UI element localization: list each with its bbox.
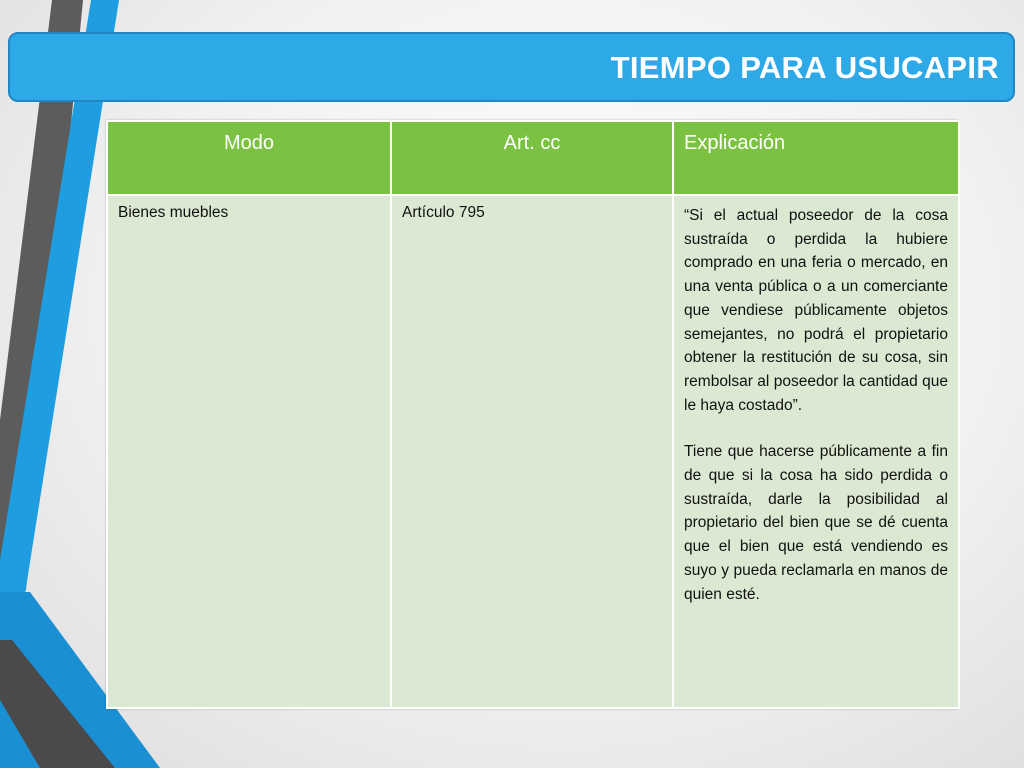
explicacion-quote: “Si el actual poseedor de la cosa sustraída o perdida la hubiere comprado en una feria o mercado, en una venta pública o a un comerciante que vendiese públicamente objetos semejantes, no podrá el propietario obtener la restitución de su cosa, sin rembolsar al poseedor la cantidad que le haya costado”. <box>684 207 948 414</box>
cell-modo: Bienes muebles <box>107 195 391 708</box>
slide-title: TIEMPO PARA USUCAPIR <box>610 50 999 85</box>
usucapir-table <box>106 120 958 709</box>
header-art-cc: Art. cc <box>391 121 673 195</box>
table-row <box>107 195 959 708</box>
table-header-row <box>107 121 959 195</box>
header-explicacion: Explicación <box>673 121 959 195</box>
title-bar <box>8 32 1015 102</box>
cell-articulo: Artículo 795 <box>391 195 673 708</box>
explicacion-note: Tiene que hacerse públicamente a fin de que si la cosa ha sido perdida o sustraída, darle la posibilidad al propietario del bien que se dé cuenta que el bien que está vendiendo es suyo y pueda reclamarla en manos de quien esté. <box>684 443 948 603</box>
cell-explicacion <box>673 195 959 708</box>
header-modo: Modo <box>107 121 391 195</box>
